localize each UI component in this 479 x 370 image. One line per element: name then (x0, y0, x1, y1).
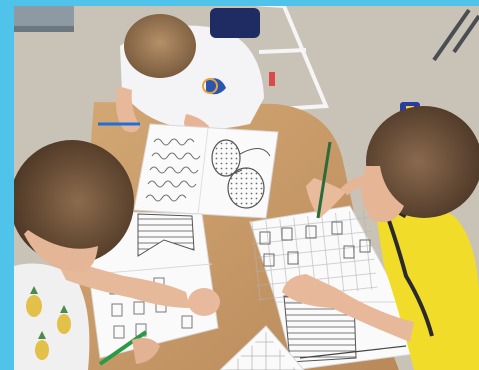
worksheet-top (134, 124, 278, 218)
balloon-upper (212, 140, 240, 176)
classroom-photo (14, 6, 479, 370)
dark-chair (210, 8, 260, 38)
